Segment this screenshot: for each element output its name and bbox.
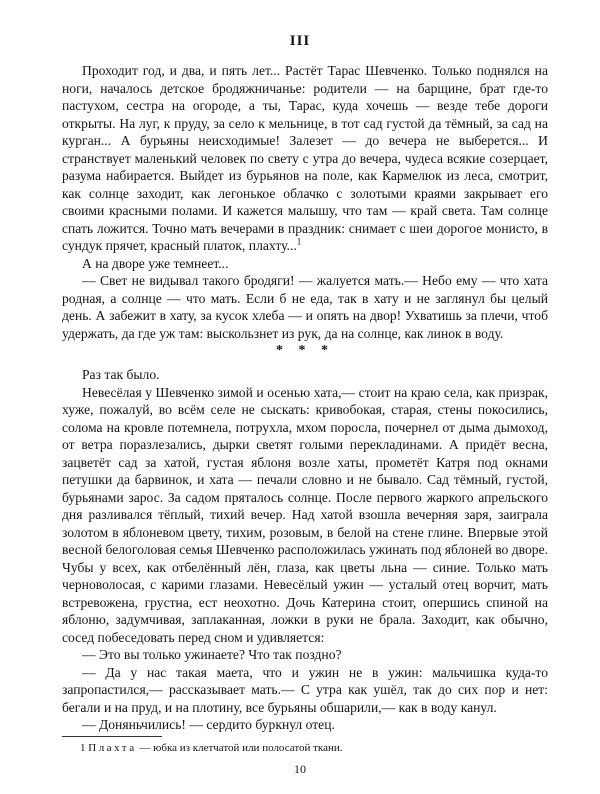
paragraph: — Доняньчились! — сердито буркнул отец. bbox=[82, 717, 335, 732]
section-separator: * * * bbox=[276, 343, 334, 358]
footnote bbox=[62, 741, 548, 755]
paragraph: Раз так было. bbox=[82, 367, 160, 382]
paragraph: — Свет не видывал такого бродяги! — жалуется мать.— Небо ему — что хата родная, а солнце — что мать. Если б не еда, так в хату и не заглянул бы целый день. А забежит в хату, за кусок хлеба — и опять на двор! Ухватишь за плечи, чтоб удержать, да где уж там: выскользнет из рук, да на солнце, как линок в воду. bbox=[62, 273, 548, 341]
section-text-block bbox=[62, 366, 548, 734]
footnote-reference: 1 bbox=[296, 236, 302, 247]
paragraph-text: Проходит год, и два, и пять лет... Растёт Тарас Шевченко. Только поднялся на ноги, началось детское бродяжничанье: родители — на барщине, брат где-то пастухом, сестра на огороде, а ты, Тарас, куда хочешь — везде тебе дороги открыты. На луг, к пруду, за село к мельнице, в тот сад густой да тёмный, за сад на курган... А бурьяны неисходимые! Залезет — до вечера не выберется... И странствует маленький человек по свету с утра до вечера, чудеса всякие созерцает, разума набирается. Выйдет из бурьянов на поле, как Кармелюк из леса, смотрит, как солнце заходит, как легонькое облачко с золотыми краями закрывает его своими красными полами. И кажется малышу, что там — край света. Там солнце спать ложится. Точно мать вечерами в праздник: снимает с шеи дорогое монисто, в сундук прячет, красный платок, плахту... bbox=[62, 63, 548, 253]
paragraph: А на дворе уже темнеет... bbox=[82, 255, 229, 271]
chapter-text-block bbox=[62, 62, 548, 342]
chapter-heading: III bbox=[289, 33, 311, 49]
paragraph bbox=[62, 62, 548, 255]
footnote-mark: 1 bbox=[80, 742, 86, 754]
footnote-text: — юбка из клетчатой или полосатой ткани. bbox=[136, 742, 343, 754]
paragraph: — Это вы только ужинаете? Что так поздно? bbox=[82, 647, 342, 662]
footnote-divider bbox=[62, 736, 162, 737]
paragraph: — Да у нас такая маета, что и ужин не в ужин: мальчишка куда-то запропастился,— рассказывает мать.— С утра как ушёл, так до сих пор и нет: бегали и на пруд, и на плотину, все бурьяны обшарили,— как в воду канул. bbox=[62, 664, 548, 715]
paragraph: Невесёлая у Шевченко зимой и осенью хата,— стоит на краю села, как призрак, хуже, пожалуй, во всём селе не сыскать: кривобокая, старая, стены покосились, солома на кровле потемнела, потрухла, мхом поросла, почернел от дыма дымоход, от ветра поразлезались, дырки светят голыми перекладинами. А придёт весна, зацветёт сад за хатой, густая яблоня возле хаты, прометёт Катря под окнами петушки да барвинок, и хата — печали словно и не бывало. Сад тёмный, густой, бурьянами зарос. За садом пряталось солнце. После первого жаркого апрельского дня разливался тёплый, тихий вечер. Над хатой взошла вечерняя заря, заиграла золотом в яблоневом цвету, тихим, розовым, в белой на стене глине. Впервые этой весной белоголовая семья Шевченко расположилась ужинать под яблоней во дворе. Чубы у всех, как отбелённый лён, глаза, как цветы льна — синие. Только мать черноволосая, с карими глазами. Невесёлый ужин — усталый отец ворчит, мать встревожена, грустна, ест неохотно. Дочь Катерина стоит, опершись спиной на яблоню, задумчивая, заплаканная, ложки в руки не брала. Заходит, как обычно, сосед побеседовать перед сном и удивляется: bbox=[62, 384, 548, 645]
page-number: 10 bbox=[294, 762, 306, 776]
footnote-term: Плахта bbox=[88, 742, 137, 754]
